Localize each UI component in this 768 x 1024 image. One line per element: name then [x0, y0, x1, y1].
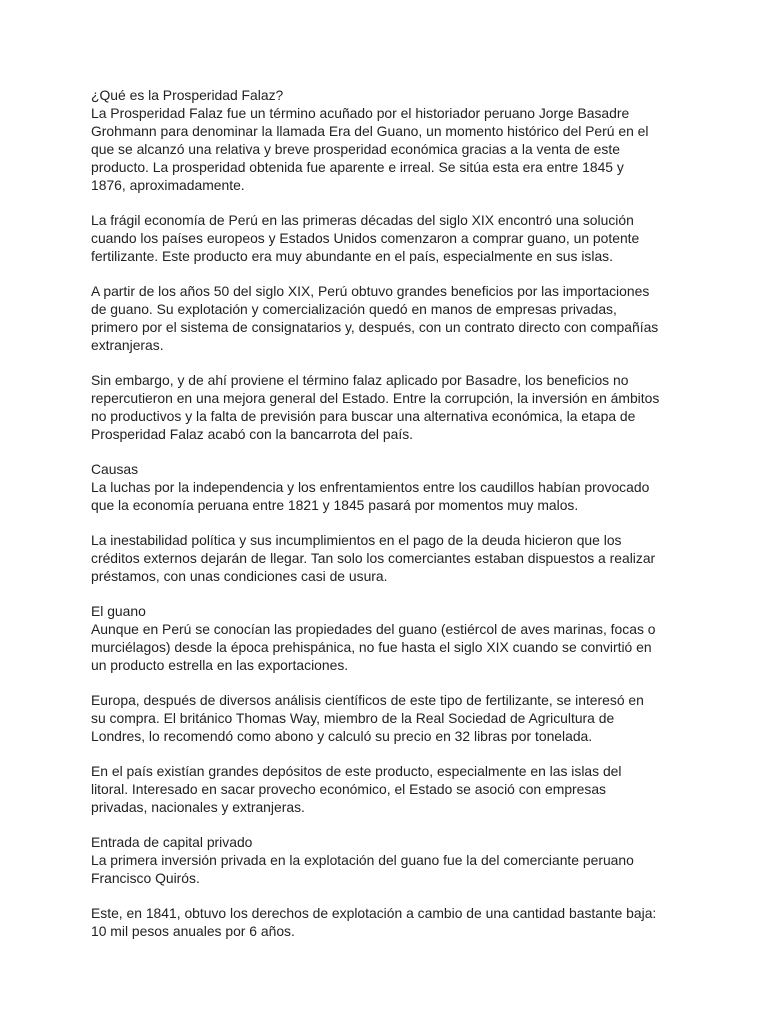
section-heading: ¿Qué es la Prosperidad Falaz? — [91, 87, 284, 103]
section-heading: El guano — [91, 603, 146, 619]
text-line: Aunque en Perú se conocían las propiedades del guano (estiércol de aves marinas, focas o — [91, 621, 656, 637]
text-line: Grohmann para denominar la llamada Era del Guano, un momento histórico del Perú en el — [91, 123, 649, 139]
paragraph — [91, 762, 691, 816]
paragraph — [91, 531, 691, 585]
text-line: Londres, lo recomendó como abono y calculó su precio en 32 libras por tonelada. — [91, 728, 593, 744]
text-line: primero por el sistema de consignatarios y, después, con un contrato directo con compañías — [91, 319, 659, 335]
paragraph — [91, 211, 691, 265]
text-line: producto. La prosperidad obtenida fue aparente e irreal. Se sitúa esta era entre 1845 y — [91, 159, 624, 175]
text-line: no productivos y la falta de previsión para buscar una alternativa económica, la etapa de — [91, 408, 636, 424]
section-heading: Causas — [91, 461, 139, 477]
text-line: un producto estrella en las exportaciones. — [91, 657, 349, 673]
text-line: de guano. Su explotación y comercialización quedó en manos de empresas privadas, — [91, 301, 617, 317]
section-heading: Entrada de capital privado — [91, 834, 253, 850]
paragraph — [91, 691, 691, 745]
text-line: su compra. El británico Thomas Way, miembro de la Real Sociedad de Agricultura de — [91, 710, 615, 726]
document-page — [91, 86, 691, 957]
text-line: fertilizante. Este producto era muy abundante en el país, especialmente en sus islas. — [91, 248, 613, 264]
text-line: En el país existían grandes depósitos de este producto, especialmente en las islas del — [91, 763, 622, 779]
paragraph — [91, 371, 691, 443]
text-line: que la economía peruana entre 1821 y 1845 pasará por momentos muy malos. — [91, 497, 579, 513]
text-line: La inestabilidad política y sus incumplimientos en el pago de la deuda hicieron que los — [91, 532, 622, 548]
text-line: préstamos, con unas condiciones casi de usura. — [91, 568, 388, 584]
text-line: La frágil economía de Perú en las primeras décadas del siglo XIX encontró una solución — [91, 212, 634, 228]
text-line: murciélagos) desde la época prehispánica, no fue hasta el siglo XIX cuando se convirtió en — [91, 639, 652, 655]
text-line: privadas, nacionales y extranjeras. — [91, 799, 305, 815]
text-line: Este, en 1841, obtuvo los derechos de explotación a cambio de una cantidad bastante baja: — [91, 905, 657, 921]
text-line: repercutieron en una mejora general del Estado. Entre la corrupción, la inversión en ámbitos — [91, 390, 660, 406]
text-line: La luchas por la independencia y los enfrentamientos entre los caudillos habían provocado — [91, 479, 650, 495]
paragraph — [91, 282, 691, 354]
text-line: créditos externos dejarán de llegar. Tan solo los comerciantes estaban dispuestos a realizar — [91, 550, 656, 566]
text-line: extranjeras. — [91, 337, 164, 353]
text-line: Prosperidad Falaz acabó con la bancarrota del país. — [91, 426, 413, 442]
text-line: Sin embargo, y de ahí proviene el término falaz aplicado por Basadre, los beneficios no — [91, 372, 629, 388]
paragraph — [91, 904, 691, 940]
text-line: litoral. Interesado en sacar provecho económico, el Estado se asoció con empresas — [91, 781, 607, 797]
text-line: Europa, después de diversos análisis científicos de este tipo de fertilizante, se interesó en — [91, 692, 644, 708]
paragraph-intro — [91, 86, 691, 194]
paragraph-causas — [91, 460, 691, 514]
text-line: A partir de los años 50 del siglo XIX, Perú obtuvo grandes beneficios por las importaciones — [91, 283, 650, 299]
text-line: cuando los países europeos y Estados Unidos comenzaron a comprar guano, un potente — [91, 230, 640, 246]
paragraph-guano — [91, 602, 691, 674]
text-line: 1876, aproximadamente. — [91, 177, 245, 193]
text-line: 10 mil pesos anuales por 6 años. — [91, 923, 295, 939]
text-line: La Prosperidad Falaz fue un término acuñado por el historiador peruano Jorge Basadre — [91, 105, 630, 121]
text-line: La primera inversión privada en la explotación del guano fue la del comerciante peruano — [91, 852, 634, 868]
text-line: Francisco Quirós. — [91, 870, 200, 886]
text-line: que se alcanzó una relativa y breve prosperidad económica gracias a la venta de este — [91, 141, 620, 157]
paragraph-capital-privado — [91, 833, 691, 887]
